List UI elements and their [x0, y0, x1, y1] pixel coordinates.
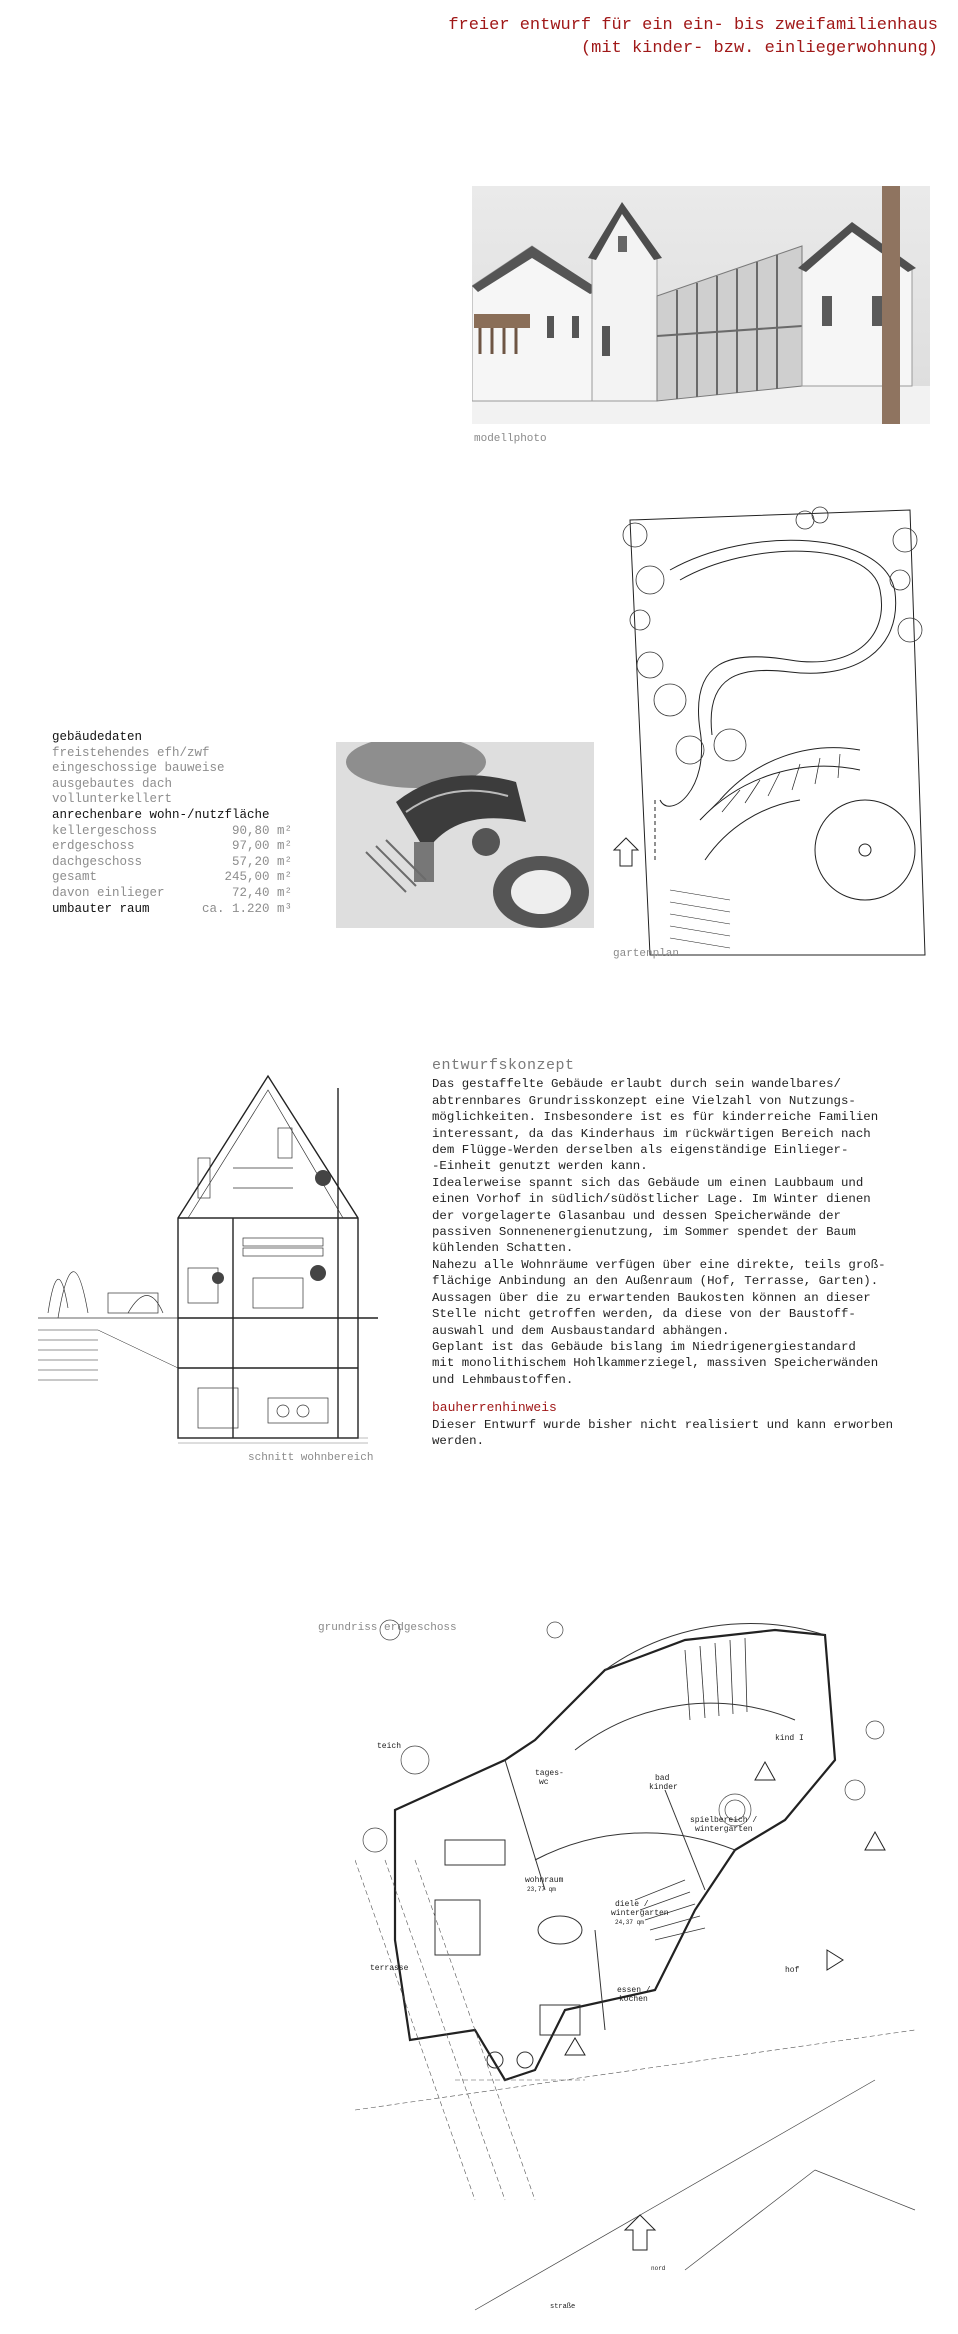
volume-label: umbauter raum [52, 901, 150, 916]
builder-text: Dieser Entwurf wurde bisher nicht realisiert und kann erworben werden. [432, 1417, 894, 1448]
area-row [52, 855, 292, 871]
caption-grundriss: grundriss erdgeschoss [318, 1622, 457, 1634]
building-data-heading: gebäudedaten [52, 730, 143, 744]
building-type-line: ausgebautes dach [52, 776, 173, 791]
area-value: 72,40 m² [231, 885, 292, 900]
plan-label-essen: essen / [617, 1986, 651, 1995]
builder-heading: bauherrenhinweis [432, 1400, 557, 1416]
volume-value: 1.220 m³ [231, 901, 292, 916]
plan-label-spiel: spielbereich / [690, 1816, 758, 1825]
building-data [52, 730, 292, 917]
plan-label-hof: hof [785, 1966, 800, 1975]
area-row [52, 886, 292, 902]
plan-label-spiel2: wintergarten [695, 1825, 753, 1834]
area-row [52, 839, 292, 855]
area-value: 245,00 m² [224, 870, 292, 885]
page-title [448, 14, 938, 60]
area-heading: anrechenbare wohn-/nutzfläche [52, 807, 270, 822]
area-value: 97,00 m² [231, 839, 292, 854]
area-label: gesamt [52, 870, 98, 885]
plan-label-wc: wc [539, 1778, 549, 1787]
plan-label-nord: nord [651, 2265, 666, 2272]
floor-plan-drawing [355, 1610, 930, 2315]
area-row [52, 870, 292, 886]
building-type-line: freistehendes efh/zwf [52, 745, 210, 760]
caption-modellphoto: modellphoto [474, 433, 547, 445]
title-line-1: freier entwurf für ein ein- bis zweifamilienhaus [448, 16, 938, 35]
title-line-2: (mit kinder- bzw. einliegerwohnung) [580, 39, 938, 58]
plan-label-kind: kind I [775, 1734, 804, 1743]
plan-label-wintergarten: wintergarten [611, 1909, 669, 1918]
caption-schnitt: schnitt wohnbereich [248, 1452, 374, 1464]
plan-label-kinder: kinder [649, 1783, 678, 1792]
concept-heading: entwurfskonzept [432, 1057, 575, 1074]
area-label: kellergeschoss [52, 823, 158, 838]
area-label: erdgeschoss [52, 839, 135, 854]
caption-gartenplan: gartenplan [613, 948, 680, 960]
section-drawing [38, 1068, 380, 1444]
area-label: davon einlieger [52, 885, 165, 900]
building-type-line: vollunterkellert [52, 792, 173, 807]
plan-label-bad: bad [655, 1774, 670, 1783]
plan-label-strasse: straße [550, 2303, 576, 2311]
area-label: dachgeschoss [52, 854, 143, 869]
building-type-line: eingeschossige bauweise [52, 761, 225, 776]
plan-label-teich: teich [377, 1742, 402, 1751]
plan-label-kochen: kochen [619, 1995, 648, 2004]
volume-row [52, 902, 292, 918]
plan-label-diele-area: 24,37 qm [615, 1919, 644, 1926]
plan-label-tages: tages- [535, 1769, 564, 1778]
area-value: 57,20 m² [231, 854, 292, 869]
plan-label-terrasse: terrasse [370, 1964, 409, 1973]
aerial-model-photo [336, 742, 594, 928]
concept-text: Das gestaffelte Gebäude erlaubt durch sein wandelbares/ abtrennbares Grundrisskonzept eine Vielzahl von Nutzungs- möglichkeiten. Insbesondere ist es für kinderreiche Familien interessant, da das Kinderhaus im rückwärtigen Bereich nach dem Flügge-Werden derselben als eigenständige Einlieger- -Einheit genutzt werden kann. Idealerweise spannt sich das Gebäude um einen Laubbaum und einen Vorhof in südlich/südöstlicher Lage. Im Winter dienen der vorgelagerte Glasanbau und dessen Speicherwände der passiven Sonnenenergienutzung, im Sommer spendet der Baum kühlenden Schatten. Nahezu alle Wohnräume verfügen über eine direkte, teils groß- flächige Anbindung an den Außenraum (Hof, Terrasse, Garten). Aussagen über die zu erwartenden Baukosten können an dieser Stelle nicht getroffen werden, da diese von der Baustoff- auswahl und dem Ausbaustandard abhängen. Geplant ist das Gebäude bislang im Niedrigenergiestandard mit monolithischem Hohlkammerziegel, massiven Speicherwänden und Lehmbaustoffen. [432, 1077, 886, 1387]
garden-plan-drawing [610, 500, 930, 960]
concept-section [432, 1058, 938, 1449]
area-row [52, 824, 292, 840]
plan-label-wohnraum: wohnraum [525, 1876, 564, 1885]
model-photo [472, 186, 930, 424]
plan-label-diele: diele / [615, 1900, 649, 1909]
volume-prefix: ca. [201, 901, 225, 916]
area-value: 90,80 m² [231, 823, 292, 838]
plan-label-wohnraum-area: 23,77 qm [527, 1886, 556, 1893]
